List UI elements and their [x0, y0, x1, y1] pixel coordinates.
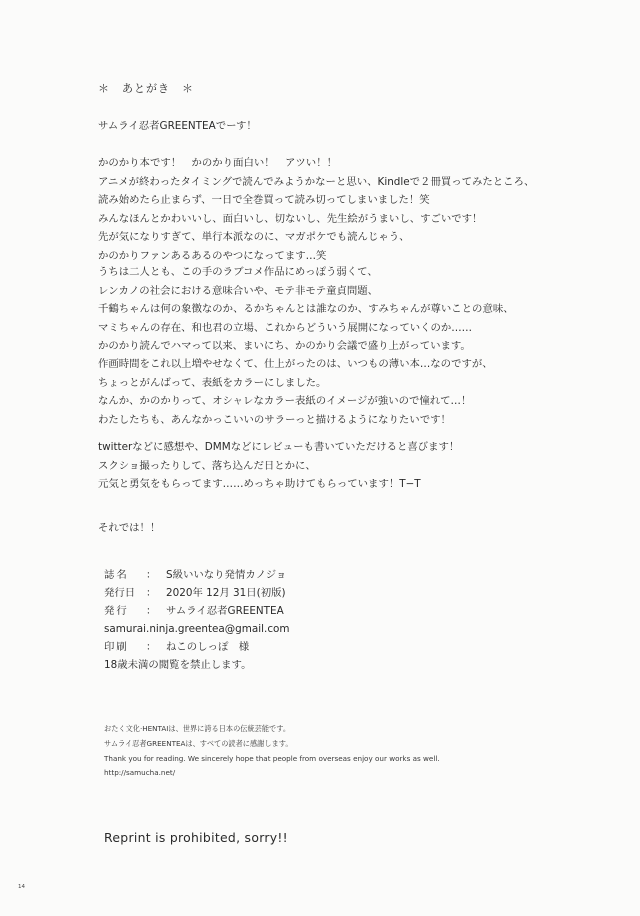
paragraph-2: [98, 263, 514, 356]
text-line: アニメが終わったタイミングで読んでみようかなーと思い、Kindleで２冊買ってみたところ、: [98, 175, 535, 188]
text-line: 先が気になりすぎて、単行本派なのに、マガポケでも読んじゃう、: [98, 231, 410, 243]
colophon-title-label: 誌名: [104, 569, 129, 581]
colophon-publisher-value: サムライ忍者GREENTEA: [166, 605, 284, 617]
text-line: レンカノの社会における意味合いや、モテ非モテ童貞問題、: [98, 284, 379, 297]
text-line: 元気と勇気をもらってます……めっちゃ助けてもらっています！T−T: [98, 478, 421, 490]
text-line: わたしたちも、あんなかっこいいのサラーっと描けるようになりたいです！: [98, 413, 451, 426]
page-number: 14: [18, 884, 25, 890]
note-line: おたく文化·HENTAIは、世界に誇る日本の伝統芸能です。: [104, 724, 291, 733]
paragraph-4: [98, 438, 459, 494]
text-line: 読み始めたら止まらず、一日で全巻買って読み切ってしまいました！笑: [98, 194, 430, 206]
colophon-colon: ：: [146, 569, 157, 581]
text-line: マミちゃんの存在、和也君の立場、これからどういう展開になっていくのか……: [98, 321, 473, 334]
text-line: 千鶴ちゃんは何の象徴なのか、るかちゃんとは誰なのか、すみちゃんが尊いことの意味、: [98, 303, 514, 315]
colophon-publisher-row: [104, 602, 290, 620]
colophon-publisher-label: 発行: [104, 605, 129, 617]
colophon-colon: ：: [146, 587, 157, 599]
colophon-date-label: 発行日: [104, 587, 136, 599]
greeting-line: サムライ忍者GREENTEAでーす！: [98, 120, 257, 132]
colophon-email: samurai.ninja.greentea@gmail.com: [104, 623, 290, 635]
text-line: かのかり本です！ かのかり面白い！ アツい！！: [98, 157, 337, 169]
colophon-date-row: [104, 584, 290, 602]
footer-notes: [104, 722, 440, 781]
paragraph-3: [98, 355, 493, 429]
text-line: なんか、かのかりって、オシャレなカラー表紙のイメージが強いので憧れて…！: [98, 395, 472, 407]
colophon-date-value: 2020年 12月 31日(初版): [166, 587, 286, 599]
colophon-printer-row: [104, 638, 290, 656]
greeting-paragraph: [98, 117, 257, 136]
website-url: http://samucha.net/: [104, 768, 176, 778]
text-line: みんなほんとかわいいし、面白いし、切ないし、先生絵がうまいし、すごいです！: [98, 212, 483, 225]
text-line: twitterなどに感想や、DMMなどにレビューも書いていただけると喜びます！: [98, 441, 460, 453]
colophon-notice-row: [104, 656, 290, 674]
colophon-title-row: [104, 566, 290, 584]
colophon-printer-value: ねこのしっぽ 様: [166, 641, 250, 653]
colophon-title-value: S級いいなり発情カノジョ: [166, 569, 287, 581]
colophon-email-row: [104, 620, 290, 638]
note-line: サムライ忍者GREENTEAは、すべての読者に感謝します。: [104, 738, 293, 748]
note-line: Thank you for reading. We sincerely hope that people from overseas enjoy our works as well.: [104, 753, 440, 763]
paragraph-1: [98, 154, 534, 265]
text-line: うちは二人とも、この手のラブコメ作品にめっぽう弱くて、: [98, 266, 378, 278]
colophon-colon: ：: [146, 605, 157, 617]
text-line: かのかり読んでハマって以来、まいにち、かのかり会議で盛り上がっています。: [98, 340, 471, 352]
closing-paragraph: [98, 519, 160, 538]
colophon-colon: ：: [146, 641, 157, 653]
colophon-printer-label: 印刷: [104, 641, 129, 653]
reprint-notice: Reprint is prohibited, sorry!!: [104, 830, 288, 845]
closing-line: それでは！！: [98, 522, 161, 534]
text-line: 作画時間をこれ以上増やせなくて、仕上がったのは、いつもの薄い本…なのですが、: [98, 358, 493, 370]
text-line: ちょっとがんばって、表紙をカラーにしました。: [98, 376, 327, 389]
text-line: かのかりファンあるあるのやつになってます…笑: [98, 249, 327, 262]
age-restriction-notice: 18歳未満の閲覧を禁止します。: [104, 659, 252, 671]
text-line: スクショ撮ったりして、落ち込んだ日とかに、: [98, 459, 316, 472]
afterword-heading: ＊ あとがき ＊: [98, 82, 194, 95]
colophon: [104, 566, 290, 674]
